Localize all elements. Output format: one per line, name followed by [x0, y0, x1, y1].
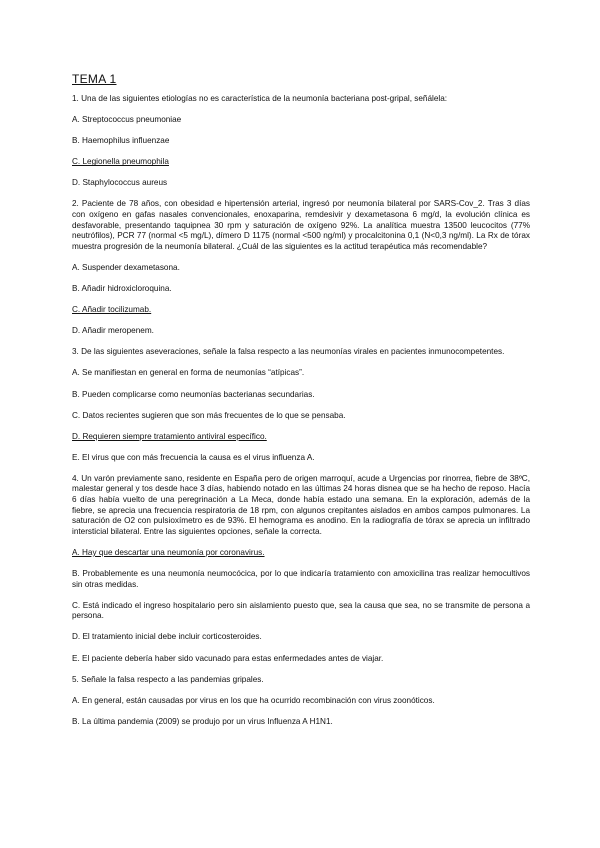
- answer-option-correct: C. Añadir tocilizumab.: [72, 305, 152, 315]
- question-stem: 2. Paciente de 78 años, con obesidad e hipertensión arterial, ingresó por neumonía bilateral por SARS-Cov_2. Tras 3 días con oxígeno en gafas nasales convencionales, enoxaparina, remdesivir y dexametasona 6 mg/d, la evolución clínica es desfavorable, presentando taquipnea 30 rpm y saturación de oxígeno 92%. La analítica muestra 13500 leucocitos (77% neutrófilos), PCR 77 (normal <5 mg/L), dímero D 1175 (normal <500 ng/ml) y procalcitonina 0,1 (N<0,3 ng/ml). La Rx de tórax muestra progresión de la neumonía bilateral. ¿Cuál de las siguientes es la actitud terapéutica más recomendable?: [72, 199, 530, 251]
- question-block: [72, 199, 530, 336]
- answer-option: A. Suspender dexametasona.: [72, 262, 180, 272]
- answer-option: D. Staphylococcus aureus: [72, 178, 168, 188]
- question-stem: 5. Señale la falsa respecto a las pandemias gripales.: [72, 674, 264, 684]
- question-block: [72, 347, 530, 463]
- answer-option-correct: C. Legionella pneumophila: [72, 157, 169, 167]
- question-stem: 4. Un varón previamente sano, residente en España pero de origen marroquí, acude a Urgencias por rinorrea, fiebre de 38ºC, malestar general y tos desde hace 3 días, habiendo notado en las últimas 24 horas disnea que se ha hecho de reposo. Hacía 6 días había vuelto de una peregrinación a La Meca, donde había estado una semana. En la exploración, además de la fiebre, se aprecia una frecuencia respiratoria de 18 rpm, con algunos crepitantes aislados en ambos campos pulmonares. La saturación de O2 con pulsioxímetro es de 93%. El hemograma es anodino. En la radiografía de tórax se aprecia un infiltrado intersticial bilateral. Entre las siguientes opciones, señale la correcta.: [72, 473, 530, 536]
- answer-option: B. Añadir hidroxicloroquina.: [72, 284, 172, 294]
- answer-option: C. Datos recientes sugieren que son más frecuentes de lo que se pensaba.: [72, 410, 346, 420]
- question-list: [72, 94, 530, 727]
- question-block: [72, 474, 530, 664]
- answer-option: B. La última pandemia (2009) se produjo por un virus Influenza A H1N1.: [72, 716, 333, 726]
- answer-option: E. El virus que con más frecuencia la causa es el virus influenza A.: [72, 452, 315, 462]
- question-block: [72, 675, 530, 728]
- document-page: [72, 72, 530, 738]
- answer-option-correct: A. Hay que descartar una neumonía por coronavirus.: [72, 547, 265, 557]
- answer-option: B. Haemophilus influenzae: [72, 136, 170, 146]
- answer-option: D. El tratamiento inicial debe incluir corticosteroides.: [72, 632, 262, 642]
- question-block: [72, 94, 530, 189]
- question-stem: 1. Una de las siguientes etiologías no es característica de la neumonía bacteriana post-gripal, señálela:: [72, 94, 448, 103]
- answer-option: A. En general, están causadas por virus en los que ha ocurrido recombinación con virus zoonóticos.: [72, 695, 435, 705]
- question-stem: 3. De las siguientes aseveraciones, señale la falsa respecto a las neumonías virales en pacientes inmunocompetentes.: [72, 347, 505, 357]
- answer-option-correct: D. Requieren siempre tratamiento antiviral específico.: [72, 431, 267, 441]
- page-title: TEMA 1: [72, 72, 117, 86]
- answer-option: D. Añadir meropenem.: [72, 326, 154, 336]
- answer-option: A. Streptococcus pneumoniae: [72, 115, 182, 125]
- answer-option: A. Se manifiestan en general en forma de neumonías “atípicas”.: [72, 368, 305, 378]
- answer-option: B. Probablemente es una neumonía neumocócica, por lo que indicaría tratamiento con amoxicilina tras realizar hemocultivos sin otras medidas.: [72, 569, 530, 589]
- answer-option: B. Pueden complicarse como neumonías bacterianas secundarias.: [72, 389, 315, 399]
- answer-option: C. Está indicado el ingreso hospitalario pero sin aislamiento puesto que, sea la causa que sea, no se transmite de persona a persona.: [72, 600, 530, 621]
- answer-option: E. El paciente debería haber sido vacunado para estas enfermedades antes de viajar.: [72, 653, 384, 663]
